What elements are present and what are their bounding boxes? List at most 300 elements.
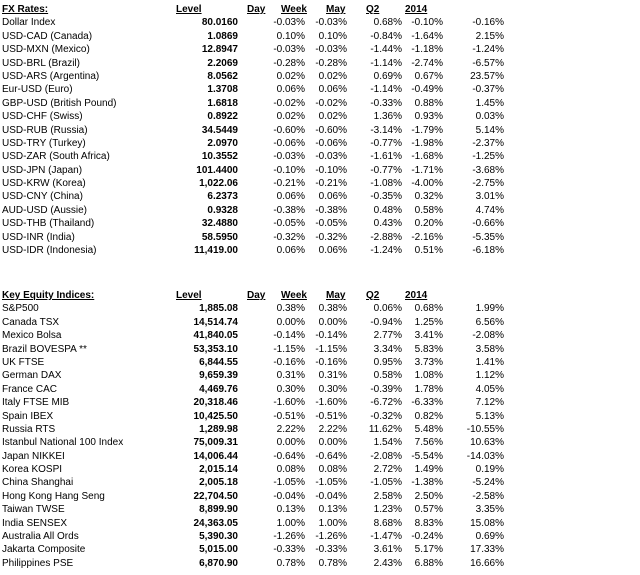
- cell-ytd: 1.99%: [475, 303, 504, 315]
- cell-week: -0.10%: [315, 164, 347, 176]
- cell-day: 0.06%: [276, 191, 305, 203]
- cell-may: 11.62%: [368, 423, 402, 435]
- cell-day: -0.03%: [273, 17, 305, 29]
- fx-row: [0, 164, 640, 177]
- cell-day: 0.00%: [276, 437, 305, 449]
- cell-may: -1.05%: [370, 477, 402, 489]
- fx-row: [0, 97, 640, 110]
- cell-week: -0.32%: [315, 231, 347, 243]
- cell-ytd: 4.05%: [475, 383, 504, 395]
- cell-week: -0.02%: [315, 97, 347, 109]
- cell-day: -0.03%: [273, 44, 305, 56]
- cell-day: 0.31%: [276, 370, 305, 382]
- cell-ytd: -0.37%: [472, 84, 504, 96]
- cell-day: -1.05%: [273, 477, 305, 489]
- cell-name: Canada TSX: [2, 316, 60, 328]
- cell-may: -0.32%: [370, 410, 402, 422]
- cell-name: USD-ZAR (South Africa): [2, 151, 110, 163]
- cell-day: -1.26%: [273, 531, 305, 543]
- cell-q2: 1.08%: [414, 370, 443, 382]
- cell-level: 1.6818: [207, 97, 238, 109]
- cell-level: 2.0970: [207, 137, 238, 149]
- cell-name: USD-CNY (China): [2, 191, 83, 203]
- cell-may: 2.43%: [373, 557, 402, 569]
- cell-name: Korea KOSPI: [2, 464, 63, 476]
- cell-week: -0.03%: [315, 17, 347, 29]
- cell-q2: 5.17%: [414, 544, 443, 556]
- fx-row: [0, 231, 640, 244]
- equity-row: [0, 410, 640, 423]
- cell-day: 0.78%: [276, 557, 305, 569]
- cell-week: 0.00%: [318, 437, 347, 449]
- equity-row: [0, 436, 640, 449]
- cell-day: 1.00%: [276, 517, 305, 529]
- cell-name: USD-ARS (Argentina): [2, 70, 100, 82]
- cell-q2: 7.56%: [414, 437, 443, 449]
- fx-row: [0, 217, 640, 230]
- cell-ytd: 0.03%: [475, 111, 504, 123]
- fx-row: [0, 83, 640, 96]
- cell-level: 34.5449: [201, 124, 238, 136]
- cell-q2: -1.79%: [411, 124, 443, 136]
- cell-week: -0.05%: [315, 218, 347, 230]
- cell-week: 0.31%: [318, 370, 347, 382]
- cell-may: 1.36%: [373, 111, 402, 123]
- cell-week: -0.06%: [315, 137, 347, 149]
- cell-level: 58.5950: [201, 231, 238, 243]
- cell-name: Australia All Ords: [2, 531, 79, 543]
- cell-day: -0.14%: [273, 330, 305, 342]
- cell-may: -0.33%: [370, 97, 402, 109]
- cell-name: USD-JPN (Japan): [2, 164, 83, 176]
- cell-level: 5,390.30: [199, 531, 238, 543]
- cell-level: 0.8922: [207, 111, 238, 123]
- cell-q2: 0.68%: [414, 303, 443, 315]
- cell-week: 0.78%: [318, 557, 347, 569]
- equity-row: [0, 383, 640, 396]
- cell-level: 14,006.44: [193, 450, 238, 462]
- cell-level: 14,514.74: [193, 316, 238, 328]
- cell-day: 2.22%: [276, 423, 305, 435]
- cell-level: 0.9328: [207, 204, 238, 216]
- cell-ytd: -0.16%: [472, 17, 504, 29]
- cell-day: -0.64%: [273, 450, 305, 462]
- cell-day: -0.28%: [273, 57, 305, 69]
- cell-day: -0.16%: [273, 356, 305, 368]
- header-level: Level: [176, 290, 202, 301]
- cell-may: 0.48%: [373, 204, 402, 216]
- cell-ytd: -5.35%: [472, 231, 504, 243]
- cell-level: 75,009.31: [193, 437, 238, 449]
- cell-q2: 5.83%: [414, 343, 443, 355]
- cell-name: USD-KRW (Korea): [2, 178, 86, 190]
- cell-day: 0.02%: [276, 70, 305, 82]
- cell-may: 0.69%: [373, 70, 402, 82]
- cell-day: -1.15%: [273, 343, 305, 355]
- cell-q2: 0.88%: [414, 97, 443, 109]
- cell-day: -0.03%: [273, 151, 305, 163]
- cell-name: GBP-USD (British Pound): [2, 97, 117, 109]
- cell-name: Mexico Bolsa: [2, 330, 62, 342]
- cell-q2: 2.50%: [414, 490, 443, 502]
- cell-q2: 0.51%: [414, 245, 443, 257]
- cell-level: 8,899.90: [199, 504, 238, 516]
- cell-week: 0.30%: [318, 383, 347, 395]
- cell-name: Brazil BOVESPA **: [2, 343, 87, 355]
- cell-name: Russia RTS: [2, 423, 56, 435]
- cell-day: -0.60%: [273, 124, 305, 136]
- cell-level: 1.0869: [207, 30, 238, 42]
- cell-level: 24,363.05: [193, 517, 238, 529]
- cell-name: AUD-USD (Aussie): [2, 204, 88, 216]
- equity-row: [0, 356, 640, 369]
- cell-ytd: 3.58%: [475, 343, 504, 355]
- cell-may: -1.24%: [370, 245, 402, 257]
- cell-ytd: -0.66%: [472, 218, 504, 230]
- cell-q2: -4.00%: [411, 178, 443, 190]
- cell-ytd: 6.56%: [475, 316, 504, 328]
- cell-q2: -0.49%: [411, 84, 443, 96]
- cell-ytd: 4.74%: [475, 204, 504, 216]
- cell-level: 1.3708: [207, 84, 238, 96]
- cell-day: 0.08%: [276, 464, 305, 476]
- cell-level: 2,005.18: [199, 477, 238, 489]
- cell-q2: 0.32%: [414, 191, 443, 203]
- cell-name: USD-INR (India): [2, 231, 75, 243]
- cell-level: 32.4880: [201, 218, 238, 230]
- cell-q2: 0.93%: [414, 111, 443, 123]
- cell-ytd: 1.45%: [475, 97, 504, 109]
- cell-level: 1,289.98: [199, 423, 238, 435]
- cell-day: -0.38%: [273, 204, 305, 216]
- header-row: [0, 3, 640, 16]
- cell-day: 0.06%: [276, 245, 305, 257]
- cell-q2: 5.48%: [414, 423, 443, 435]
- cell-may: 0.68%: [373, 17, 402, 29]
- cell-q2: -1.18%: [411, 44, 443, 56]
- cell-day: 0.02%: [276, 111, 305, 123]
- cell-name: Italy FTSE MIB: [2, 397, 70, 409]
- cell-level: 20,318.46: [193, 397, 238, 409]
- fx-row: [0, 150, 640, 163]
- header-row: [0, 289, 640, 302]
- cell-name: USD-RUB (Russia): [2, 124, 88, 136]
- cell-may: 0.95%: [373, 356, 402, 368]
- cell-week: -0.21%: [315, 178, 347, 190]
- cell-week: 0.06%: [318, 84, 347, 96]
- cell-ytd: 5.13%: [475, 410, 504, 422]
- cell-may: -1.61%: [370, 151, 402, 163]
- cell-may: -1.14%: [370, 57, 402, 69]
- cell-name: USD-MXN (Mexico): [2, 44, 90, 56]
- cell-week: -0.60%: [315, 124, 347, 136]
- equity-row: [0, 423, 640, 436]
- fx-row: [0, 16, 640, 29]
- cell-level: 5,015.00: [199, 544, 238, 556]
- header-day: Day: [247, 4, 266, 15]
- cell-name: German DAX: [2, 370, 62, 382]
- cell-week: 0.10%: [318, 30, 347, 42]
- cell-q2: 1.49%: [414, 464, 443, 476]
- equity-row: [0, 517, 640, 530]
- cell-level: 41,840.05: [193, 330, 238, 342]
- cell-may: -0.77%: [370, 137, 402, 149]
- fx-row: [0, 43, 640, 56]
- equity-row: [0, 490, 640, 503]
- cell-level: 1,885.08: [199, 303, 238, 315]
- cell-may: 3.61%: [373, 544, 402, 556]
- cell-day: 0.06%: [276, 84, 305, 96]
- cell-may: -1.08%: [370, 178, 402, 190]
- cell-week: 0.38%: [318, 303, 347, 315]
- cell-q2: -1.98%: [411, 137, 443, 149]
- cell-level: 101.4400: [196, 164, 238, 176]
- fx-row: [0, 190, 640, 203]
- cell-week: 2.22%: [318, 423, 347, 435]
- cell-ytd: -6.57%: [472, 57, 504, 69]
- cell-ytd: 17.33%: [470, 544, 504, 556]
- cell-name: USD-BRL (Brazil): [2, 57, 80, 69]
- equity-row: [0, 396, 640, 409]
- cell-may: -0.35%: [370, 191, 402, 203]
- cell-ytd: 10.63%: [470, 437, 504, 449]
- fx-row: [0, 244, 640, 257]
- cell-name: USD-IDR (Indonesia): [2, 245, 97, 257]
- cell-q2: 0.20%: [414, 218, 443, 230]
- cell-ytd: 7.12%: [475, 397, 504, 409]
- cell-may: 3.34%: [373, 343, 402, 355]
- equity-row: [0, 543, 640, 556]
- cell-week: -0.03%: [315, 151, 347, 163]
- cell-q2: -1.64%: [411, 30, 443, 42]
- cell-may: -1.14%: [370, 84, 402, 96]
- cell-day: -1.60%: [273, 397, 305, 409]
- cell-ytd: -14.03%: [466, 450, 504, 462]
- cell-ytd: 16.66%: [470, 557, 504, 569]
- cell-week: -0.33%: [315, 544, 347, 556]
- header-week: Week: [281, 4, 307, 15]
- cell-may: -2.08%: [370, 450, 402, 462]
- cell-ytd: -2.75%: [472, 178, 504, 190]
- equity-row: [0, 450, 640, 463]
- equity-row: [0, 302, 640, 315]
- header-name: FX Rates:: [2, 4, 49, 15]
- cell-week: 0.00%: [318, 316, 347, 328]
- fx-row: [0, 110, 640, 123]
- cell-ytd: -2.08%: [472, 330, 504, 342]
- cell-may: -1.44%: [370, 44, 402, 56]
- cell-week: -1.60%: [315, 397, 347, 409]
- cell-may: 2.58%: [373, 490, 402, 502]
- cell-q2: 3.73%: [414, 356, 443, 368]
- cell-may: 2.77%: [373, 330, 402, 342]
- cell-level: 10.3552: [201, 151, 238, 163]
- cell-day: -0.10%: [273, 164, 305, 176]
- cell-ytd: 5.14%: [475, 124, 504, 136]
- cell-name: USD-CHF (Swiss): [2, 111, 83, 123]
- cell-name: S&P500: [2, 303, 39, 315]
- cell-ytd: -6.18%: [472, 245, 504, 257]
- cell-may: 2.72%: [373, 464, 402, 476]
- cell-q2: -0.10%: [411, 17, 443, 29]
- cell-day: -0.51%: [273, 410, 305, 422]
- cell-week: 0.13%: [318, 504, 347, 516]
- cell-day: 0.13%: [276, 504, 305, 516]
- fx-row: [0, 70, 640, 83]
- cell-ytd: -2.37%: [472, 137, 504, 149]
- cell-name: USD-THB (Thailand): [2, 218, 95, 230]
- cell-name: Dollar Index: [2, 17, 56, 29]
- cell-name: Hong Kong Hang Seng: [2, 490, 105, 502]
- cell-level: 2.2069: [207, 57, 238, 69]
- header-q2: Q2: [366, 4, 380, 15]
- cell-day: -0.32%: [273, 231, 305, 243]
- cell-q2: -1.71%: [411, 164, 443, 176]
- cell-day: -0.06%: [273, 137, 305, 149]
- header-day: Day: [247, 290, 266, 301]
- cell-q2: -0.24%: [411, 531, 443, 543]
- cell-level: 10,425.50: [193, 410, 238, 422]
- cell-q2: -1.68%: [411, 151, 443, 163]
- cell-level: 11,419.00: [194, 245, 238, 257]
- cell-q2: 6.88%: [414, 557, 443, 569]
- cell-week: -1.26%: [315, 531, 347, 543]
- cell-level: 6,870.90: [199, 557, 238, 569]
- cell-level: 12.8947: [201, 44, 238, 56]
- header-may: May: [326, 4, 346, 15]
- cell-ytd: 2.15%: [475, 30, 504, 42]
- cell-may: -0.39%: [370, 383, 402, 395]
- cell-ytd: 15.08%: [470, 517, 504, 529]
- cell-ytd: 1.12%: [475, 370, 504, 382]
- cell-name: Istanbul National 100 Index: [2, 437, 124, 449]
- equity-row: [0, 369, 640, 382]
- cell-level: 1,022.06: [199, 178, 238, 190]
- header-q2: Q2: [366, 290, 380, 301]
- cell-day: -0.33%: [273, 544, 305, 556]
- equity-row: [0, 329, 640, 342]
- cell-ytd: 3.35%: [475, 504, 504, 516]
- cell-week: -0.28%: [315, 57, 347, 69]
- cell-week: -0.51%: [315, 410, 347, 422]
- cell-level: 9,659.39: [199, 370, 238, 382]
- cell-name: France CAC: [2, 383, 58, 395]
- cell-week: -0.64%: [315, 450, 347, 462]
- cell-level: 8.0562: [207, 70, 238, 82]
- cell-ytd: 0.19%: [475, 464, 504, 476]
- header-name: Key Equity Indices:: [2, 290, 95, 301]
- cell-may: 0.43%: [373, 218, 402, 230]
- cell-ytd: -10.55%: [466, 423, 504, 435]
- cell-week: 0.02%: [318, 111, 347, 123]
- header-week: Week: [281, 290, 307, 301]
- cell-may: 1.23%: [373, 504, 402, 516]
- fx-rates-table: [0, 3, 640, 257]
- cell-level: 6,844.55: [199, 356, 238, 368]
- cell-day: 0.30%: [276, 383, 305, 395]
- cell-week: 0.08%: [318, 464, 347, 476]
- cell-may: -0.77%: [370, 164, 402, 176]
- cell-name: Japan NIKKEI: [2, 450, 65, 462]
- cell-week: -0.16%: [315, 356, 347, 368]
- cell-day: 0.00%: [276, 316, 305, 328]
- cell-name: USD-CAD (Canada): [2, 30, 93, 42]
- cell-ytd: -1.25%: [472, 151, 504, 163]
- cell-may: 0.58%: [373, 370, 402, 382]
- cell-may: 0.06%: [373, 303, 402, 315]
- cell-day: 0.38%: [276, 303, 305, 315]
- cell-day: -0.21%: [273, 178, 305, 190]
- header-level: Level: [176, 4, 202, 15]
- equity-row: [0, 530, 640, 543]
- equity-row: [0, 343, 640, 356]
- cell-name: India SENSEX: [2, 517, 68, 529]
- cell-ytd: 1.41%: [475, 356, 504, 368]
- cell-level: 2,015.14: [199, 464, 238, 476]
- cell-day: -0.05%: [273, 218, 305, 230]
- cell-ytd: 0.69%: [475, 531, 504, 543]
- cell-q2: 0.67%: [414, 70, 443, 82]
- header-may: May: [326, 290, 346, 301]
- cell-week: -0.03%: [315, 44, 347, 56]
- cell-level: 53,353.10: [193, 343, 238, 355]
- cell-may: -3.14%: [370, 124, 402, 136]
- cell-level: 22,704.50: [193, 490, 238, 502]
- cell-q2: 0.57%: [414, 504, 443, 516]
- cell-may: -1.47%: [370, 531, 402, 543]
- cell-level: 80.0160: [201, 17, 238, 29]
- cell-week: -0.14%: [315, 330, 347, 342]
- cell-q2: 3.41%: [414, 330, 443, 342]
- cell-day: -0.02%: [273, 97, 305, 109]
- cell-name: UK FTSE: [2, 356, 45, 368]
- cell-level: 4,469.76: [199, 383, 238, 395]
- cell-week: -0.38%: [315, 204, 347, 216]
- cell-ytd: -3.68%: [472, 164, 504, 176]
- cell-name: USD-TRY (Turkey): [2, 137, 86, 149]
- cell-week: 1.00%: [318, 517, 347, 529]
- cell-q2: -2.16%: [411, 231, 443, 243]
- cell-q2: 8.83%: [414, 517, 443, 529]
- cell-week: -1.15%: [315, 343, 347, 355]
- equity-row: [0, 503, 640, 516]
- cell-ytd: -2.58%: [472, 490, 504, 502]
- cell-name: Jakarta Composite: [2, 544, 86, 556]
- cell-may: -0.94%: [370, 316, 402, 328]
- fx-row: [0, 57, 640, 70]
- equity-indices-table: [0, 289, 640, 570]
- fx-row: [0, 124, 640, 137]
- cell-week: -1.05%: [315, 477, 347, 489]
- equity-row: [0, 476, 640, 489]
- cell-day: -0.04%: [273, 490, 305, 502]
- cell-day: 0.10%: [276, 30, 305, 42]
- cell-q2: -5.54%: [411, 450, 443, 462]
- cell-name: Philippines PSE: [2, 557, 74, 569]
- cell-week: -0.04%: [315, 490, 347, 502]
- fx-row: [0, 204, 640, 217]
- cell-level: 6.2373: [207, 191, 238, 203]
- cell-may: 1.54%: [373, 437, 402, 449]
- cell-q2: 0.58%: [414, 204, 443, 216]
- cell-q2: 0.82%: [414, 410, 443, 422]
- fx-row: [0, 137, 640, 150]
- cell-name: Spain IBEX: [2, 410, 54, 422]
- header-ytd: 2014: [405, 290, 428, 301]
- fx-row: [0, 30, 640, 43]
- cell-may: -0.84%: [370, 30, 402, 42]
- cell-name: Taiwan TWSE: [2, 504, 65, 516]
